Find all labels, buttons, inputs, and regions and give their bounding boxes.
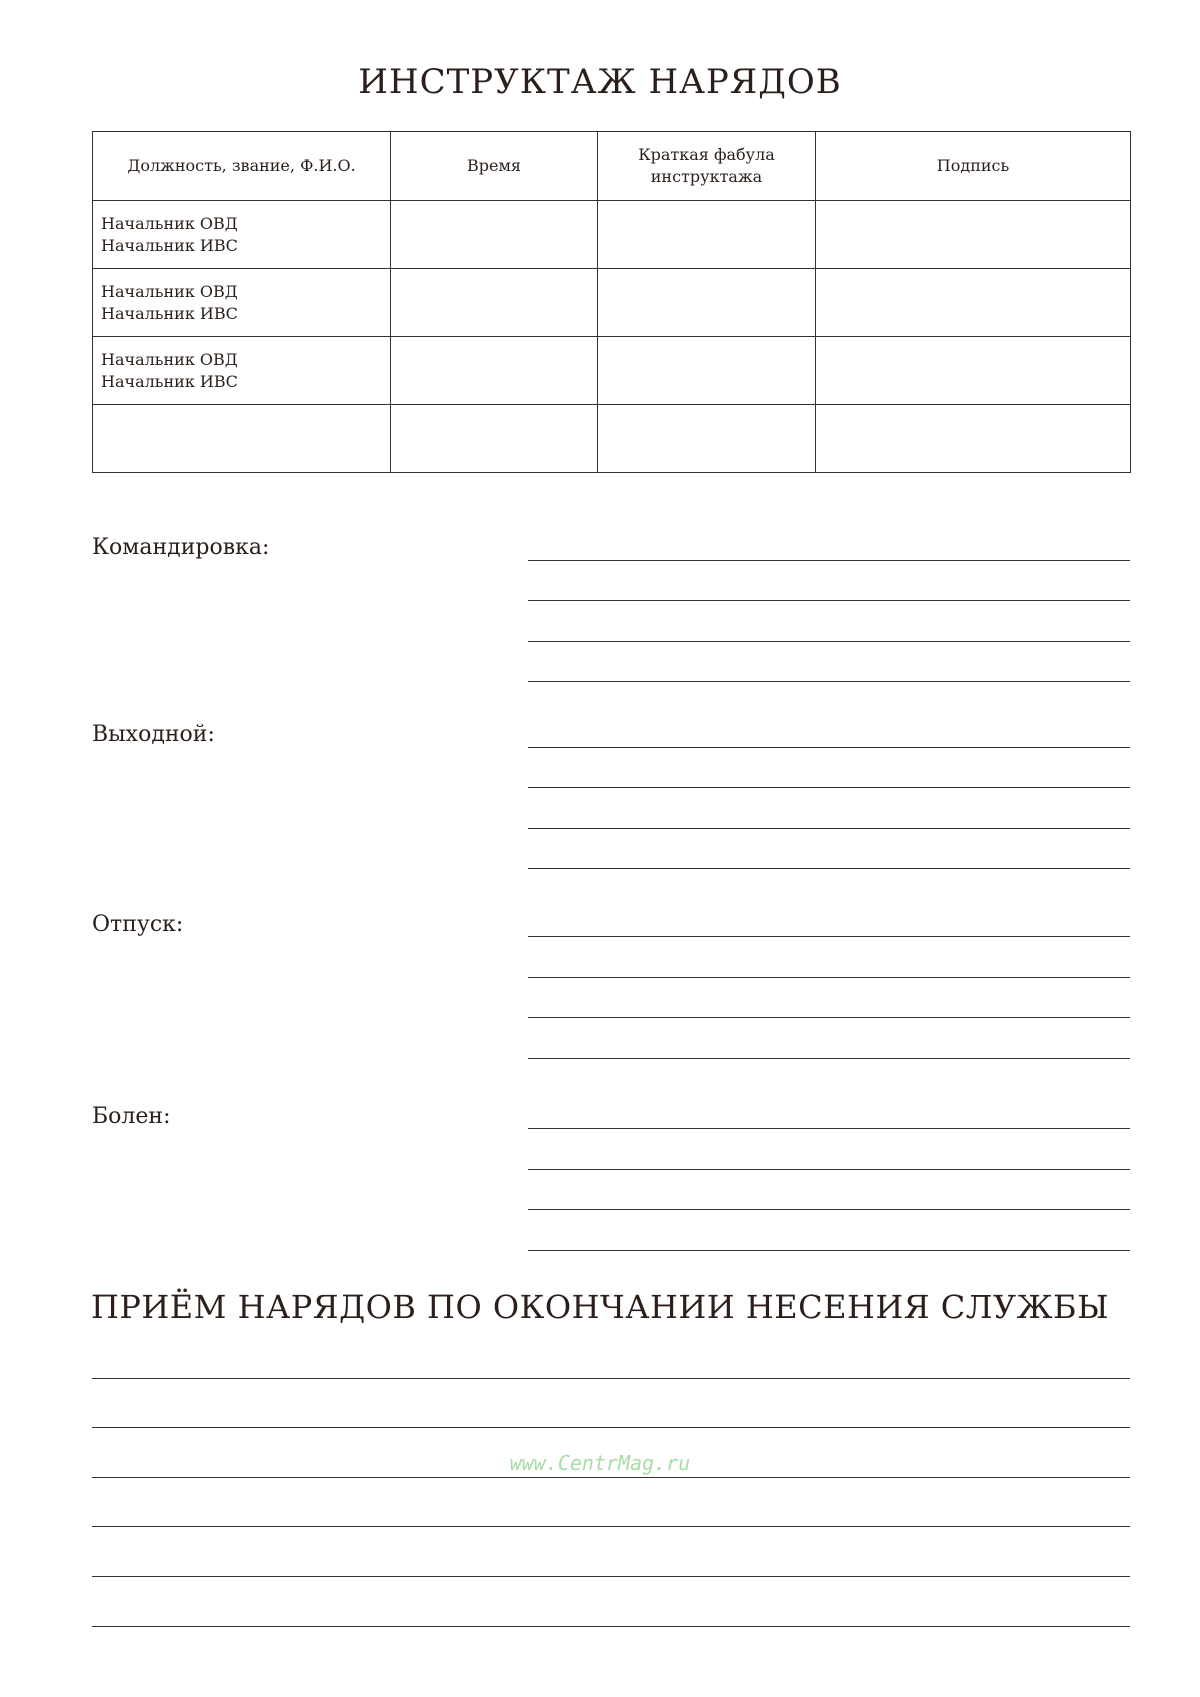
otpusk-label: Отпуск:	[92, 912, 184, 937]
table-row	[93, 201, 1131, 269]
komandirovka-line[interactable]	[528, 560, 1130, 561]
summary-cell[interactable]	[598, 201, 816, 269]
position-cell[interactable]	[93, 201, 391, 269]
position-line1: Начальник ОВД	[101, 213, 238, 233]
position-line2: Начальник ИВС	[101, 303, 238, 323]
position-line2: Начальник ИВС	[101, 235, 238, 255]
table-row	[93, 337, 1131, 405]
briefing-table	[92, 131, 1131, 473]
table-row	[93, 269, 1131, 337]
position-line1: Начальник ОВД	[101, 281, 238, 301]
header-summary-line1: Краткая фабула	[638, 145, 775, 164]
summary-cell[interactable]	[598, 405, 816, 473]
komandirovka-line[interactable]	[528, 600, 1130, 601]
position-cell[interactable]	[93, 269, 391, 337]
time-cell[interactable]	[391, 337, 598, 405]
header-summary	[598, 132, 816, 201]
acceptance-line[interactable]	[92, 1576, 1130, 1577]
signature-cell[interactable]	[816, 405, 1131, 473]
otpusk-line[interactable]	[528, 977, 1130, 978]
bolen-line[interactable]	[528, 1128, 1130, 1129]
position-cell[interactable]	[93, 337, 391, 405]
header-time: Время	[391, 132, 598, 201]
vykhodnoy-line[interactable]	[528, 747, 1130, 748]
position-line1: Начальник ОВД	[101, 349, 238, 369]
acceptance-line[interactable]	[92, 1378, 1130, 1379]
header-summary-line2: инструктажа	[650, 167, 763, 186]
signature-cell[interactable]	[816, 269, 1131, 337]
time-cell[interactable]	[391, 201, 598, 269]
komandirovka-label: Командировка:	[92, 535, 270, 560]
otpusk-line[interactable]	[528, 1058, 1130, 1059]
time-cell[interactable]	[391, 269, 598, 337]
komandirovka-line[interactable]	[528, 681, 1130, 682]
signature-cell[interactable]	[816, 337, 1131, 405]
signature-cell[interactable]	[816, 201, 1131, 269]
bolen-line[interactable]	[528, 1209, 1130, 1210]
page-title: ИНСТРУКТАЖ НАРЯДОВ	[358, 62, 842, 102]
vykhodnoy-line[interactable]	[528, 787, 1130, 788]
watermark: www.CentrMag.ru	[509, 1451, 691, 1475]
acceptance-line[interactable]	[92, 1427, 1130, 1428]
summary-cell[interactable]	[598, 337, 816, 405]
otpusk-line[interactable]	[528, 936, 1130, 937]
acceptance-line[interactable]	[92, 1526, 1130, 1527]
komandirovka-line[interactable]	[528, 641, 1130, 642]
bolen-line[interactable]	[528, 1169, 1130, 1170]
table-row	[93, 405, 1131, 473]
acceptance-line[interactable]	[92, 1626, 1130, 1627]
bolen-label: Болен:	[92, 1104, 171, 1129]
bolen-line[interactable]	[528, 1250, 1130, 1251]
vykhodnoy-label: Выходной:	[92, 722, 215, 747]
acceptance-line[interactable]	[92, 1477, 1130, 1478]
position-cell[interactable]	[93, 405, 391, 473]
position-line2: Начальник ИВС	[101, 371, 238, 391]
time-cell[interactable]	[391, 405, 598, 473]
otpusk-line[interactable]	[528, 1017, 1130, 1018]
header-position: Должность, звание, Ф.И.О.	[93, 132, 391, 201]
acceptance-title: ПРИЁМ НАРЯДОВ ПО ОКОНЧАНИИ НЕСЕНИЯ СЛУЖБЫ	[90, 1288, 1110, 1326]
table-header-row	[93, 132, 1131, 201]
header-signature: Подпись	[816, 132, 1131, 201]
vykhodnoy-line[interactable]	[528, 828, 1130, 829]
vykhodnoy-line[interactable]	[528, 868, 1130, 869]
summary-cell[interactable]	[598, 269, 816, 337]
